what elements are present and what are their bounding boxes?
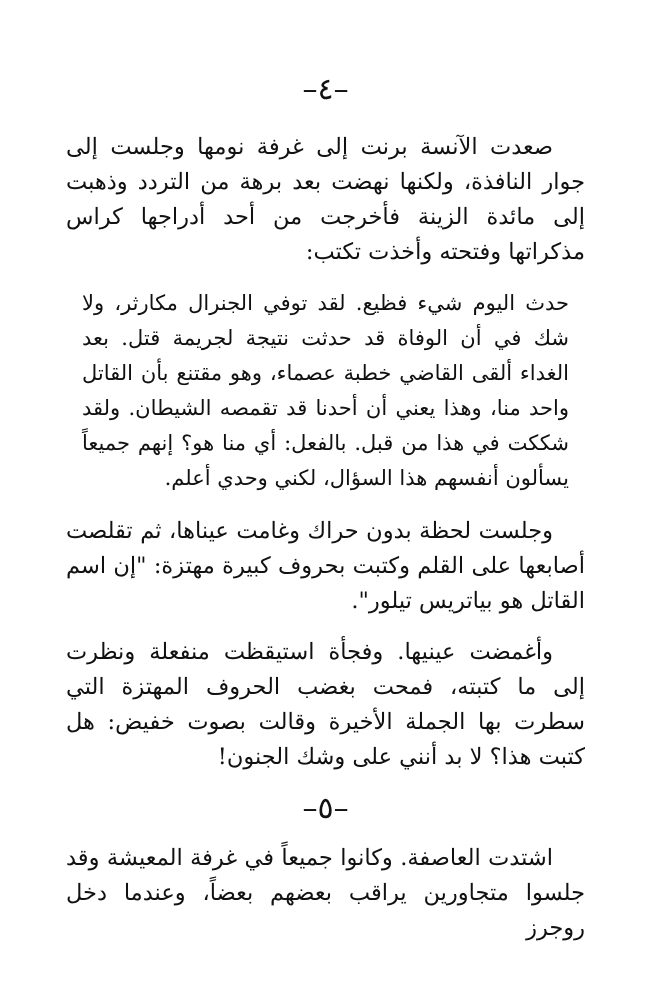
paragraph-storm: اشتدت العاصفة. وكانوا جميعاً في غرفة المعيشة وقد جلسوا متجاورين يراقب بعضهم بعضاً، وعندما دخل روجرز: [66, 845, 585, 941]
paragraph-intro: صعدت الآنسة برنت إلى غرفة نومها وجلست إلى جوار النافذة، ولكنها نهضت بعد برهة من التردد وذهبت إلى مائدة الزينة فأخرجت من أحد أدراجها كراس مذكراتها وفتحته وأخذت تكتب:: [66, 134, 585, 265]
chapter-heading-5: –٥–: [302, 791, 349, 826]
chapter-heading-4: –٤–: [302, 72, 349, 107]
paragraph-awakening: وأغمضت عينيها. وفجأة استيقظت منفعلة ونظرت إلى ما كتبته، فمحت بغضب الحروف المهتزة التي سطرت بها الجملة الأخيرة وقالت بصوت خفيض: هل كتبت هذا؟ لا بد أنني على وشك الجنون!: [66, 639, 585, 770]
paragraph-writing: وجلست لحظة بدون حراك وغامت عيناها، ثم تقلصت أصابعها على القلم وكتبت بحروف كبيرة مهتزة: "إن اسم القاتل هو بياتريس تيلور".: [66, 518, 585, 614]
diary-entry: حدث اليوم شيء فظيع. لقد توفي الجنرال مكارثر، ولا شك في أن الوفاة قد حدثت نتيجة لجريمة قتل. بعد الغداء ألقى القاضي خطبة عصماء، وهو مقتنع بأن القاتل واحد منا، وهذا يعني أن أحدنا قد تقمصه الشيطان. ولقد شككت في هذا من قبل. بالفعل: أي منا هو؟ إنهم جميعاً يسألون أنفسهم هذا السؤال، لكني وحدي أعلم.: [82, 291, 569, 490]
